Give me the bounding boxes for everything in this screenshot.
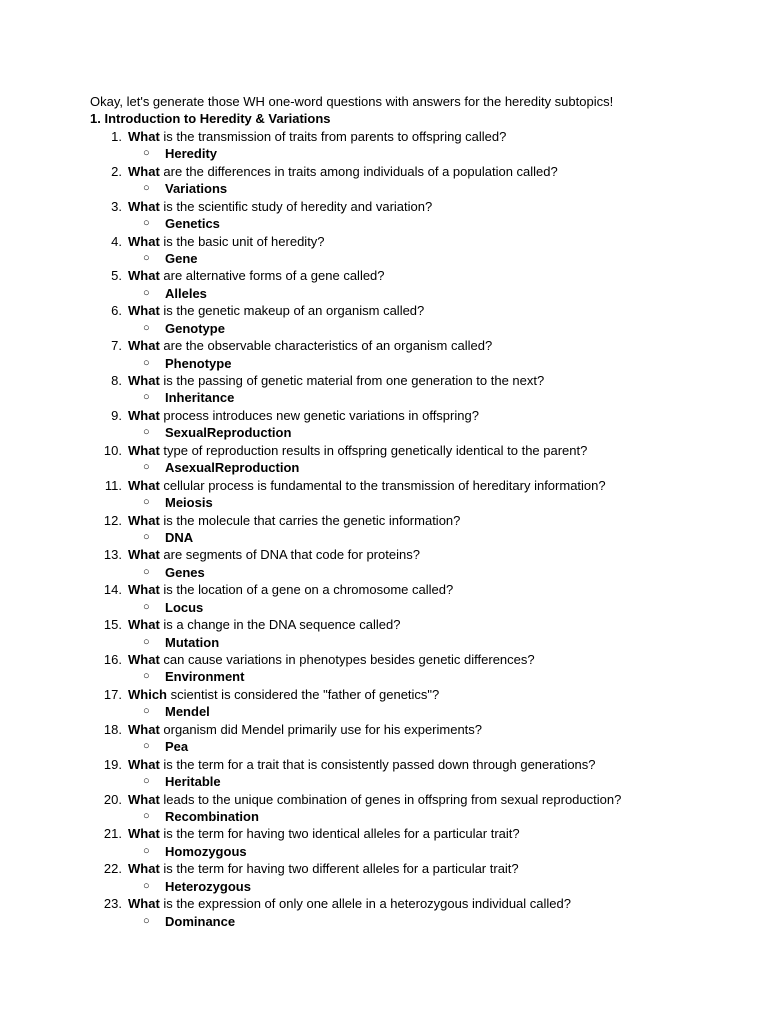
question-text xyxy=(128,825,520,842)
answer-item xyxy=(90,878,750,895)
question-item xyxy=(90,163,750,180)
answer-item xyxy=(90,843,750,860)
question-item xyxy=(90,686,750,703)
question-item xyxy=(90,477,750,494)
answer-item xyxy=(90,250,750,267)
question-text xyxy=(128,721,482,738)
question-number: 23. xyxy=(103,896,122,912)
question-rest: are alternative forms of a gene called? xyxy=(159,268,385,284)
answer-item xyxy=(90,634,750,651)
hollow-circle-bullet-icon: ○ xyxy=(143,461,150,474)
answer-item xyxy=(90,738,750,755)
answer-item xyxy=(90,529,750,546)
question-rest: are the differences in traits among individuals of a population called? xyxy=(159,163,558,179)
question-text xyxy=(128,686,439,703)
question-wh-word: What xyxy=(128,582,160,598)
question-wh-word: What xyxy=(128,896,160,912)
question-wh-word: What xyxy=(128,373,160,388)
question-rest: type of reproduction results in offspring genetically identical to the parent? xyxy=(159,442,588,458)
answer-item xyxy=(90,180,750,197)
question-rest: is the molecule that carries the genetic information? xyxy=(159,512,461,528)
question-text xyxy=(128,128,506,145)
question-text xyxy=(128,791,621,808)
answer-text: Variations xyxy=(165,181,228,197)
question-number: 18. xyxy=(103,721,122,737)
answer-item xyxy=(90,145,750,162)
question-text xyxy=(128,616,400,633)
question-wh-word: What xyxy=(128,861,160,877)
hollow-circle-bullet-icon: ○ xyxy=(143,182,150,195)
hollow-circle-bullet-icon: ○ xyxy=(143,670,150,683)
question-rest: is the expression of only one allele in a heterozygous individual called? xyxy=(159,896,571,912)
answer-item xyxy=(90,424,750,441)
question-text xyxy=(128,442,587,459)
hollow-circle-bullet-icon: ○ xyxy=(143,740,150,753)
answer-text: Genes xyxy=(165,564,205,580)
hollow-circle-bullet-icon: ○ xyxy=(143,565,150,578)
answer-item xyxy=(90,773,750,790)
answer-item xyxy=(90,320,750,337)
hollow-circle-bullet-icon: ○ xyxy=(143,600,150,613)
question-text xyxy=(128,651,535,668)
section-heading: 1. Introduction to Heredity & Variations xyxy=(90,111,331,127)
question-wh-word: What xyxy=(128,442,160,458)
question-number: 4. xyxy=(111,233,122,249)
question-text xyxy=(128,337,492,354)
question-number: 21. xyxy=(103,826,122,842)
answer-item xyxy=(90,703,750,720)
question-item xyxy=(90,825,750,842)
question-rest: process introduces new genetic variations in offspring? xyxy=(159,407,479,423)
hollow-circle-bullet-icon: ○ xyxy=(143,496,150,509)
question-wh-word: What xyxy=(128,128,160,144)
document-content xyxy=(90,93,750,930)
question-text xyxy=(128,546,420,563)
question-rest: is the location of a gene on a chromosome called? xyxy=(159,582,454,598)
question-text xyxy=(128,372,544,389)
question-wh-word: What xyxy=(128,547,160,563)
answer-text: Heredity xyxy=(165,146,218,162)
question-wh-word: What xyxy=(128,303,160,319)
answer-text: Heritable xyxy=(165,774,221,790)
question-text xyxy=(128,163,558,180)
answer-item xyxy=(90,285,750,302)
question-rest: is the term for having two identical alleles for a particular trait? xyxy=(159,826,520,842)
question-item xyxy=(90,651,750,668)
question-number: 12. xyxy=(103,512,122,528)
question-text xyxy=(128,756,596,773)
question-item xyxy=(90,198,750,215)
answer-text: Dominance xyxy=(165,913,236,929)
question-item xyxy=(90,546,750,563)
answer-text: AsexualReproduction xyxy=(165,460,300,476)
question-rest: is the genetic makeup of an organism called? xyxy=(159,303,425,319)
hollow-circle-bullet-icon: ○ xyxy=(143,147,150,160)
question-rest: leads to the unique combination of genes in offspring from sexual reproduction? xyxy=(159,791,622,807)
intro-text: Okay, let's generate those WH one-word questions with answers for the heredity subtopics! xyxy=(90,94,614,109)
hollow-circle-bullet-icon: ○ xyxy=(143,530,150,543)
question-wh-word: What xyxy=(128,407,160,423)
question-number: 9. xyxy=(111,407,122,423)
question-text xyxy=(128,895,571,912)
question-wh-word: What xyxy=(128,721,160,737)
question-item xyxy=(90,616,750,633)
question-text xyxy=(128,407,479,424)
question-number: 16. xyxy=(103,652,122,667)
question-number: 15. xyxy=(103,617,122,633)
question-item xyxy=(90,233,750,250)
answer-text: Phenotype xyxy=(165,355,232,371)
question-number: 11. xyxy=(104,477,122,493)
question-item xyxy=(90,860,750,877)
question-number: 7. xyxy=(111,338,122,354)
question-number: 14. xyxy=(103,582,122,598)
question-text xyxy=(128,581,453,598)
answer-text: Recombination xyxy=(165,808,259,824)
question-number: 19. xyxy=(103,756,122,772)
question-item xyxy=(90,372,750,389)
question-item xyxy=(90,512,750,529)
question-number: 1. xyxy=(111,128,122,144)
question-rest: scientist is considered the "father of genetics"? xyxy=(167,686,440,702)
question-number: 8. xyxy=(111,373,122,388)
hollow-circle-bullet-icon: ○ xyxy=(143,356,150,369)
question-wh-word: What xyxy=(128,826,160,842)
question-number: 13. xyxy=(103,547,122,563)
question-text xyxy=(128,860,519,877)
question-rest: can cause variations in phenotypes besides genetic differences? xyxy=(159,652,535,667)
hollow-circle-bullet-icon: ○ xyxy=(143,217,150,230)
answer-item xyxy=(90,913,750,930)
question-rest: is the passing of genetic material from one generation to the next? xyxy=(159,373,545,388)
hollow-circle-bullet-icon: ○ xyxy=(143,809,150,822)
question-text xyxy=(128,198,432,215)
question-rest: are the observable characteristics of an organism called? xyxy=(159,338,493,354)
answer-text: Mendel xyxy=(165,704,210,720)
hollow-circle-bullet-icon: ○ xyxy=(143,286,150,299)
question-wh-word: What xyxy=(128,163,160,179)
question-number: 20. xyxy=(103,791,122,807)
answer-text: Meiosis xyxy=(165,495,213,511)
question-rest: is the basic unit of heredity? xyxy=(159,233,325,249)
question-rest: is the scientific study of heredity and variation? xyxy=(159,198,433,214)
question-item xyxy=(90,791,750,808)
question-rest: organism did Mendel primarily use for his experiments? xyxy=(159,721,483,737)
question-item xyxy=(90,442,750,459)
question-wh-word: Which xyxy=(128,686,167,702)
question-text xyxy=(128,233,325,250)
question-number: 5. xyxy=(111,268,122,284)
question-rest: are segments of DNA that code for proteins? xyxy=(159,547,420,563)
question-number: 22. xyxy=(103,861,122,877)
answer-text: Homozygous xyxy=(165,843,247,859)
question-wh-word: What xyxy=(128,512,160,528)
answer-item xyxy=(90,389,750,406)
question-rest: is the transmission of traits from parents to offspring called? xyxy=(159,128,507,144)
answer-item xyxy=(90,564,750,581)
question-item xyxy=(90,581,750,598)
question-number: 3. xyxy=(111,198,122,214)
question-wh-word: What xyxy=(128,338,160,354)
question-wh-word: What xyxy=(128,233,160,249)
question-wh-word: What xyxy=(128,198,160,214)
hollow-circle-bullet-icon: ○ xyxy=(143,879,150,892)
hollow-circle-bullet-icon: ○ xyxy=(143,775,150,788)
question-number: 6. xyxy=(111,303,122,319)
question-number: 10. xyxy=(103,442,122,458)
answer-text: Genetics xyxy=(165,216,220,232)
hollow-circle-bullet-icon: ○ xyxy=(143,705,150,718)
question-wh-word: What xyxy=(128,652,160,667)
question-item xyxy=(90,407,750,424)
question-item xyxy=(90,267,750,284)
question-wh-word: What xyxy=(128,477,160,493)
answer-text: Mutation xyxy=(165,634,220,650)
question-item xyxy=(90,721,750,738)
question-item xyxy=(90,756,750,773)
question-item xyxy=(90,895,750,912)
answer-item xyxy=(90,808,750,825)
answer-item xyxy=(90,215,750,232)
question-list xyxy=(90,128,750,930)
answer-text: Genotype xyxy=(165,320,225,336)
question-item xyxy=(90,302,750,319)
question-rest: is a change in the DNA sequence called? xyxy=(159,617,401,633)
question-number: 2. xyxy=(111,163,122,179)
answer-text: Pea xyxy=(165,739,189,755)
question-text xyxy=(128,477,606,494)
question-rest: cellular process is fundamental to the transmission of hereditary information? xyxy=(159,477,606,493)
hollow-circle-bullet-icon: ○ xyxy=(143,251,150,264)
answer-text: Alleles xyxy=(165,285,207,301)
question-wh-word: What xyxy=(128,756,160,772)
question-wh-word: What xyxy=(128,617,160,633)
hollow-circle-bullet-icon: ○ xyxy=(143,391,150,404)
question-wh-word: What xyxy=(128,791,160,807)
answer-text: Heterozygous xyxy=(165,878,251,894)
answer-text: Inheritance xyxy=(165,390,235,406)
answer-item xyxy=(90,494,750,511)
hollow-circle-bullet-icon: ○ xyxy=(143,844,150,857)
hollow-circle-bullet-icon: ○ xyxy=(143,635,150,648)
question-text xyxy=(128,267,385,284)
answer-text: Gene xyxy=(165,250,198,266)
answer-item xyxy=(90,459,750,476)
answer-text: Locus xyxy=(165,599,204,615)
question-rest: is the term for a trait that is consistently passed down through generations? xyxy=(159,756,596,772)
answer-item xyxy=(90,668,750,685)
answer-text: DNA xyxy=(165,529,194,545)
question-item xyxy=(90,128,750,145)
question-number: 17. xyxy=(103,686,122,702)
question-text xyxy=(128,512,460,529)
answer-item xyxy=(90,599,750,616)
question-rest: is the term for having two different alleles for a particular trait? xyxy=(159,861,519,877)
question-text xyxy=(128,302,424,319)
answer-item xyxy=(90,355,750,372)
answer-text: SexualReproduction xyxy=(165,425,292,441)
hollow-circle-bullet-icon: ○ xyxy=(143,426,150,439)
question-item xyxy=(90,337,750,354)
question-wh-word: What xyxy=(128,268,160,284)
hollow-circle-bullet-icon: ○ xyxy=(143,914,150,927)
hollow-circle-bullet-icon: ○ xyxy=(143,321,150,334)
answer-text: Environment xyxy=(165,669,245,685)
